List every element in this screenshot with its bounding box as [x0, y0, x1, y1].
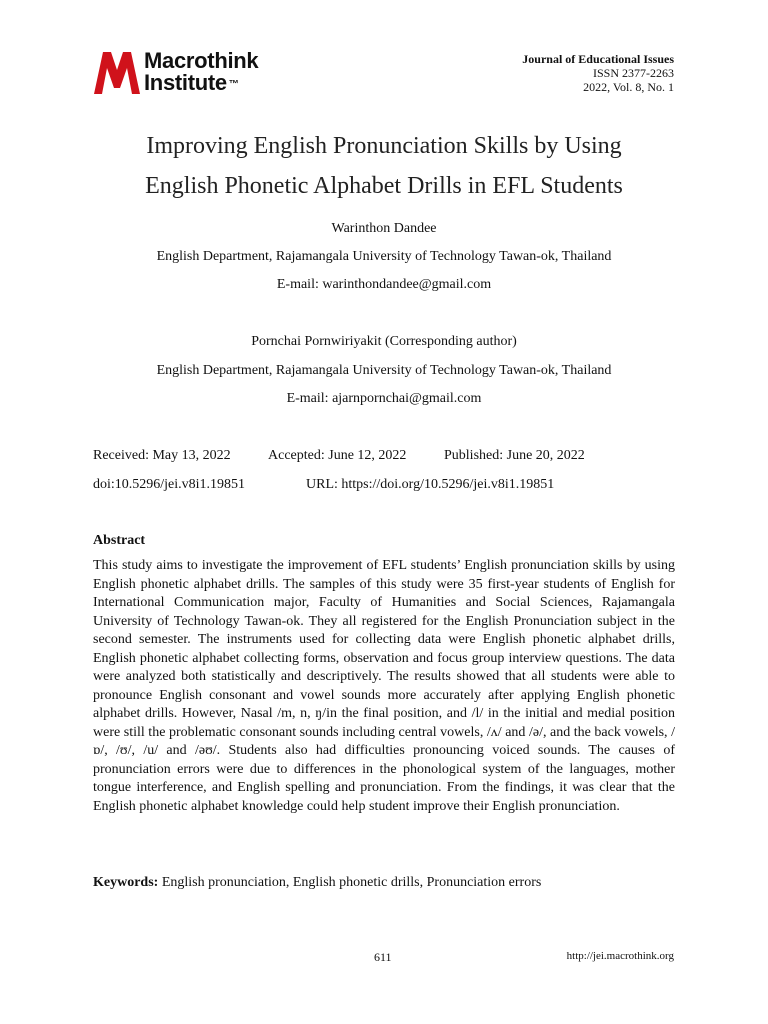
page-number: 611 — [374, 950, 392, 964]
received-date: Received: May 13, 2022 — [93, 448, 231, 463]
publisher-name-line2: Institute — [144, 70, 227, 95]
journal-info — [522, 52, 674, 94]
abstract-text: This study aims to investigate the improvement of EFL students’ English pronunciation skills by using English phonetic alphabet drills. The samples of this study were 35 first-year students of English for International Communication major, Faculty of Humanities and Social Sciences, Rajamangala University of Technology Tawan-ok. They all registered for the English Pronunciation subject in the second semester. The instruments used for collecting data were English phonetic alphabet drills, English phonetic alphabet collecting forms, observation and focus group interview questions. The data were analyzed both statistically and descriptively. The results showed that all students were able to pronounce English consonant and vowel sounds more accurately after applying English phonetic alphabet drills. However, Nasal /m, n, ŋ/in the final position, and /l/ in the initial and medial position were still the problematic consonant sounds including central vowels, /ʌ/ and /ə/, and the back vowels, /ɒ/, /ʊ/, /u/ and /əʊ/. Students also had difficulties pronouncing voiced sounds. The causes of pronunciation errors were due to differences in the phonological system of the languages, mother tongue interference, and English spelling and pronunciation. From the findings, it was clear that the English phonetic alphabet knowledge could help student improve their English pronunciation. — [93, 558, 675, 814]
author-email[interactable]: E-mail: warinthondandee@gmail.com — [276, 277, 492, 292]
journal-name: Journal of Educational Issues — [522, 52, 674, 66]
publisher-name — [144, 50, 258, 94]
publisher-name-line1: Macrothink — [144, 48, 259, 73]
paper-title — [60, 126, 708, 206]
keywords-text: English pronunciation, English phonetic drills, Pronunciation errors — [158, 875, 542, 890]
macrothink-logo-icon — [94, 52, 140, 94]
journal-volume: 2022, Vol. 8, No. 1 — [583, 80, 674, 94]
journal-issn: ISSN 2377-2263 — [592, 66, 674, 80]
author-name: Pornchai Pornwiriyakit (Corresponding author) — [251, 334, 517, 349]
published-date: Published: June 20, 2022 — [444, 448, 585, 463]
accepted-date: Accepted: June 12, 2022 — [268, 448, 407, 463]
doi[interactable]: doi:10.5296/jei.v8i1.19851 — [93, 477, 246, 492]
author-name: Warinthon Dandee — [331, 221, 437, 236]
abstract-heading: Abstract — [93, 533, 146, 548]
author-affiliation: English Department, Rajamangala University of Technology Tawan-ok, Thailand — [156, 249, 612, 264]
paper-title-line1: Improving English Pronunciation Skills by Using — [146, 133, 622, 159]
keywords — [93, 875, 541, 891]
trademark-symbol: ™ — [228, 79, 239, 90]
author-affiliation: English Department, Rajamangala University of Technology Tawan-ok, Thailand — [156, 363, 612, 378]
author-email[interactable]: E-mail: ajarnpornchai@gmail.com — [286, 391, 482, 406]
keywords-label: Keywords: — [93, 875, 159, 890]
paper-title-line2: English Phonetic Alphabet Drills in EFL Students — [145, 173, 623, 199]
journal-url[interactable]: http://jei.macrothink.org — [566, 950, 674, 962]
article-url[interactable]: URL: https://doi.org/10.5296/jei.v8i1.19851 — [306, 477, 555, 492]
